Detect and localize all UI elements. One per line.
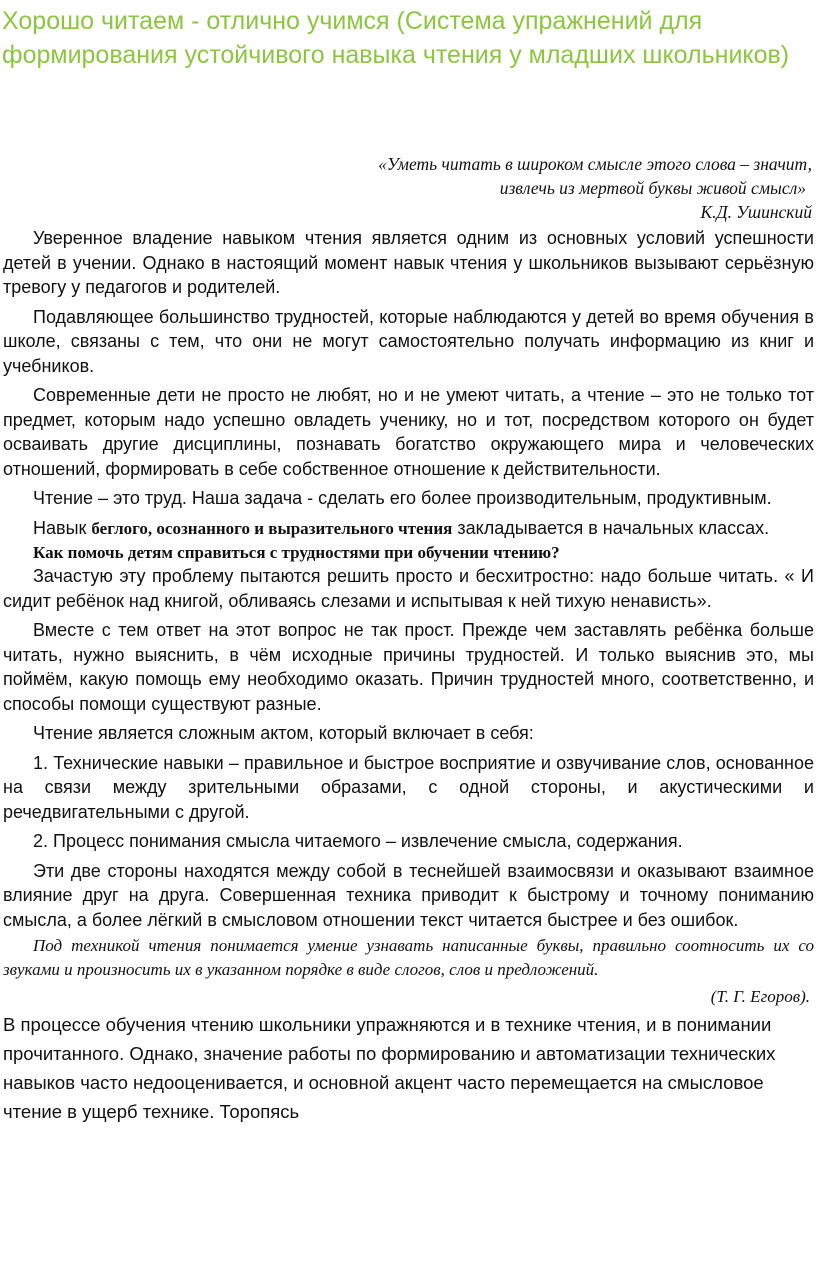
paragraph: Зачастую эту проблему пытаются решить просто и бесхитростно: надо больше читать. « И сидит ребёнок над книгой, обливаясь слезами и испытывая к ней тихую ненависть». — [3, 566, 814, 611]
paragraph: В процессе обучения чтению школьники упражняются и в технике чтения, и в понимании прочитанного. Однако, значение работы по формированию и автоматизации технических навыков часто недооценивается, и основной акцент часто перемещается на смысловое чтение в ущерб технике. Торопясь — [3, 1014, 776, 1122]
paragraph-text: Навык — [33, 517, 87, 538]
paragraph: Подавляющее большинство трудностей, которые наблюдаются у детей во время обучения в школе, связаны с тем, что они не могут самостоятельно получать информацию из книг и учебников. — [3, 306, 814, 376]
epigraph-author: К.Д. Ушинский — [700, 202, 812, 222]
epigraph-line: извлечь из мертвой буквы живой смысл» — [499, 178, 806, 198]
epigraph — [378, 152, 812, 224]
emphasis-text: беглого, осознанного и выразительного чтения — [91, 518, 453, 538]
paragraph — [3, 516, 814, 542]
list-item: 1. Технические навыки – правильное и быстрое восприятие и озвучивание слов, основанное на связи между зрительными образами, с одной стороны, и акустическими и речедвигательными с другой. — [3, 752, 814, 822]
paragraph: Вместе с тем ответ на этот вопрос не так прост. Прежде чем заставлять ребёнка больше читать, нужно выяснить, в чём исходные причины трудностей. И только выяснив это, мы поймём, какую помощь ему необходимо оказать. Причин трудностей много, соответственно, и способы помощи существуют разные. — [3, 620, 814, 714]
paragraph-text: закладывается в начальных классах. — [457, 517, 770, 538]
paragraph: Уверенное владение навыком чтения является одним из основных условий успешности детей в учении. Однако в настоящий момент навык чтения у школьников вызывают серьёзную тревогу у педагогов и родителей. — [3, 228, 814, 297]
paragraph: Чтение является сложным актом, который включает в себя: — [33, 723, 534, 743]
paragraph: Чтение – это труд. Наша задача - сделать его более производительным, продуктивным. — [33, 488, 772, 508]
paragraph: Современные дети не просто не любят, но и не умеют читать, а чтение – это не только тот предмет, которым надо успешно овладеть ученику, но и тот, посредством которого он будет осваивать другие дисциплины, познавать богатство окружающего мира и человеческих отношений, формировать в себе собственное отношение к действительности. — [3, 385, 814, 479]
document-title: Хорошо читаем - отлично учимся (Система упражнений для формирования устойчивого навыка чтения у младших школьников) — [2, 7, 790, 69]
paragraph: Эти две стороны находятся между собой в теснейшей взаимосвязи и оказывают взаимное влияние друг на друга. Совершенная техника приводит к быстрому и точному пониманию смысла, а более лёгкий в смысловом отношении текст читается быстрее и без ошибок. — [3, 860, 814, 930]
list-item: 2. Процесс понимания смысла читаемого – извлечение смысла, содержания. — [33, 831, 683, 851]
document-body — [3, 226, 814, 1126]
subheading: Как помочь детям справиться с трудностями при обучении чтению? — [33, 543, 560, 562]
definition-quote: Под техникой чтения понимается умение узнавать написанные буквы, правильно соотносить их со звуками и произносить их в указанном порядке в виде слогов, слов и предложений. — [3, 936, 814, 979]
quote-author: (Т. Г. Егоров). — [710, 987, 810, 1006]
epigraph-line: «Уметь читать в широком смысле этого слова – значит, — [378, 154, 812, 174]
